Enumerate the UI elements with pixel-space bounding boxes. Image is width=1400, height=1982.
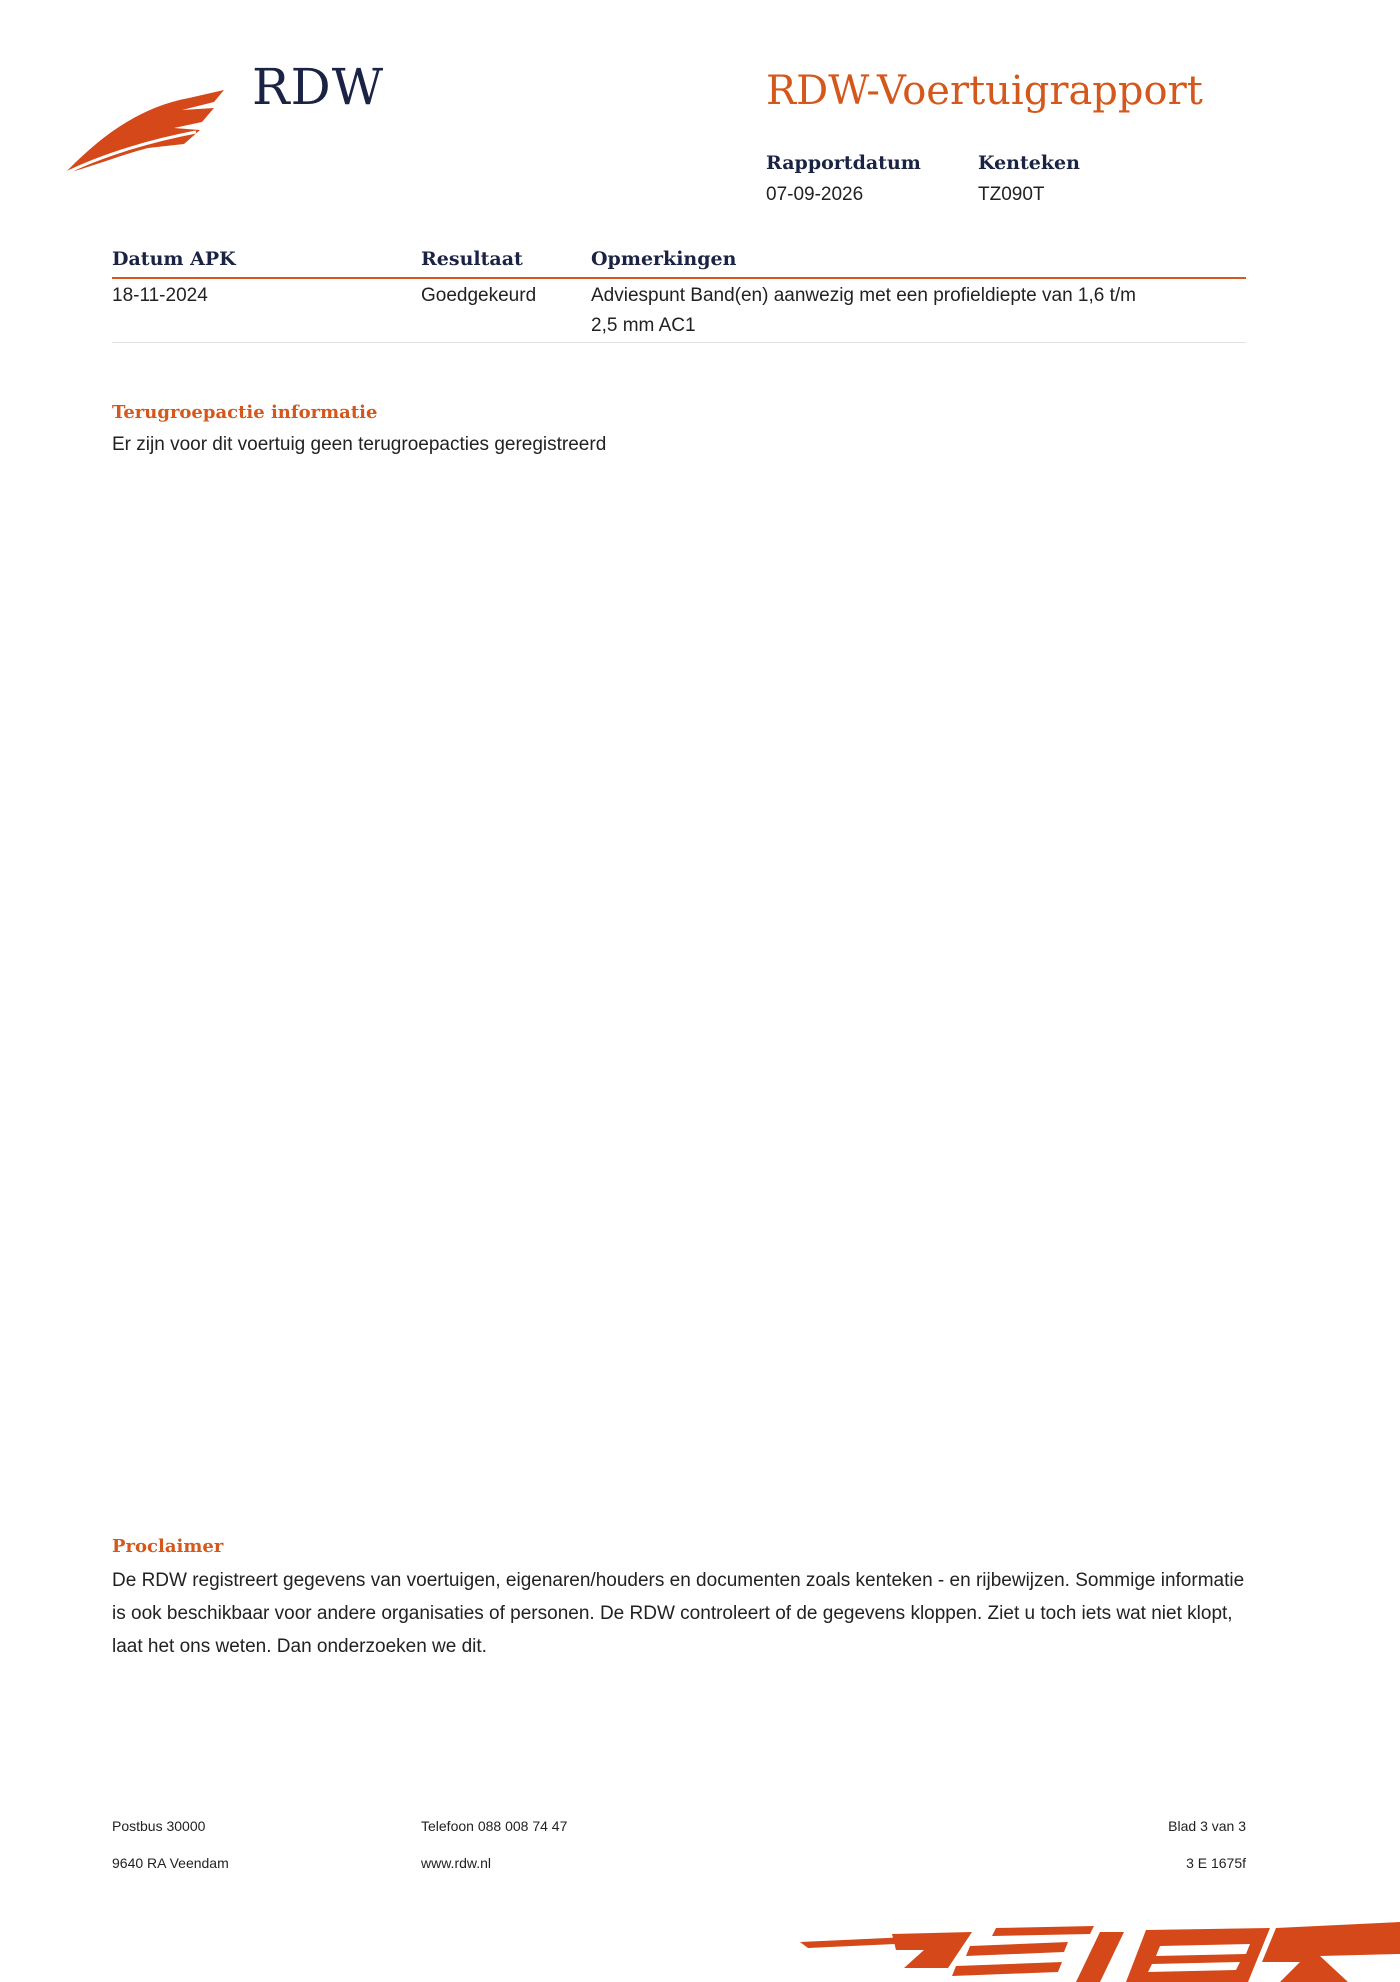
rdw-logo-icon	[64, 88, 232, 178]
footer-address-line-2: 9640 RA Veendam	[112, 1855, 229, 1871]
recall-text: Er zijn voor dit voertuig geen terugroepacties geregistreerd	[112, 434, 607, 455]
footer-address-line-1: Postbus 30000	[112, 1818, 206, 1834]
recall-section-title: Terugroepactie informatie	[112, 402, 378, 423]
column-header-remarks: Opmerkingen	[591, 248, 737, 270]
proclaimer-title: Proclaimer	[112, 1536, 224, 1557]
apk-remark-line-2: 2,5 mm AC1	[591, 315, 696, 336]
footer-website: www.rdw.nl	[421, 1855, 492, 1871]
footer-phone: Telefoon 088 008 74 47	[421, 1818, 568, 1834]
apk-remark-line-1: Adviespunt Band(en) aanwezig met een profieldiepte van 1,6 t/m	[591, 285, 1136, 306]
footer-page-number: Blad 3 van 3	[1168, 1818, 1246, 1834]
proclaimer-text: De RDW registreert gegevens van voertuigen, eigenaren/houders en documenten zoals kenteken - en rijbewijzen. Sommige informatie is ook beschikbaar voor andere organisaties of personen. De RDW controleert of de gegevens kloppen. Ziet u toch iets wat niet klopt, laat het ons weten. Dan onderzoeken we dit.	[112, 1570, 1245, 1657]
rdw-logo-text: RDW	[252, 58, 385, 116]
report-date-value: 07-09-2026	[766, 184, 864, 205]
table-row-divider	[112, 342, 1246, 343]
apk-result-cell: Goedgekeurd	[421, 285, 537, 306]
decorative-stripes-icon	[800, 1906, 1400, 1982]
plate-value: TZ090T	[978, 184, 1045, 205]
report-date-label: Rapportdatum	[766, 152, 921, 174]
table-header-divider	[112, 277, 1246, 279]
apk-date-cell: 18-11-2024	[112, 285, 208, 306]
plate-label: Kenteken	[978, 152, 1080, 174]
column-header-date: Datum APK	[112, 248, 236, 270]
column-header-result: Resultaat	[421, 248, 523, 270]
report-title: RDW-Voertuigrapport	[766, 68, 1203, 114]
footer-document-code: 3 E 1675f	[1186, 1855, 1246, 1871]
